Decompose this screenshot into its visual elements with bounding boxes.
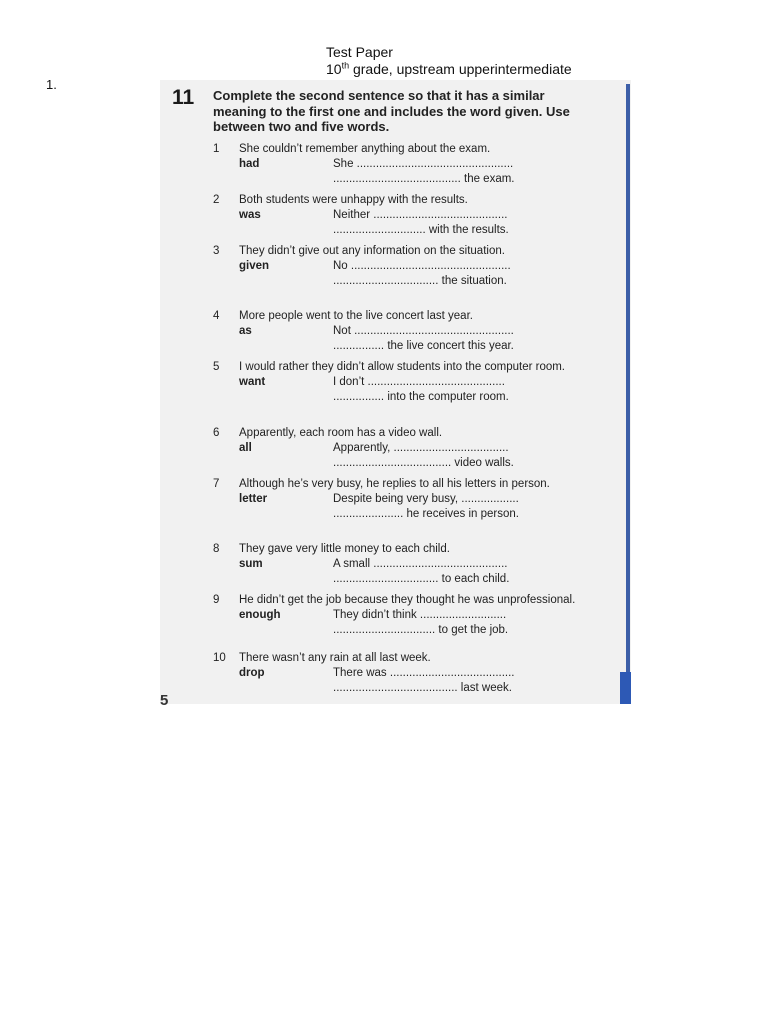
answer-end: ............................. with the results. — [333, 223, 509, 236]
answer-start: There was ....................................... — [333, 666, 515, 679]
blue-page-tab — [620, 672, 631, 704]
item-sentence: Apparently, each room has a video wall. — [239, 427, 443, 439]
exercise-item — [213, 426, 598, 471]
answer-end: ...................... he receives in person. — [333, 507, 519, 520]
item-sentence: More people went to the live concert last year. — [239, 310, 473, 322]
item-number: 7 — [213, 478, 220, 490]
exercise-item — [213, 651, 598, 696]
answer-end: ....................................... last week. — [333, 681, 512, 694]
item-number: 4 — [213, 310, 220, 322]
key-word: enough — [239, 608, 281, 621]
question-number: 1. — [46, 77, 57, 92]
answer-end: ................................ to get the job. — [333, 623, 509, 636]
item-sentence: Both students were unhappy with the results. — [239, 194, 468, 206]
item-sentence: They gave very little money to each child. — [239, 543, 450, 555]
item-sentence: I would rather they didn’t allow students into the computer room. — [239, 361, 566, 373]
exercise-item — [213, 593, 598, 638]
exercise-item — [213, 477, 598, 522]
answer-end: ................................. the situation. — [333, 274, 507, 287]
grade-rest: grade, upstream upperintermediate — [349, 61, 572, 77]
key-word: drop — [239, 666, 265, 679]
item-number: 1 — [213, 143, 220, 155]
item-number: 6 — [213, 427, 220, 439]
paper-grade — [326, 61, 572, 78]
exercise-item — [213, 193, 598, 238]
key-word: sum — [239, 557, 263, 570]
grade-number: 10 — [326, 61, 342, 77]
answer-end: ........................................ the exam. — [333, 172, 515, 185]
exercise-item — [213, 360, 598, 405]
paper-title: Test Paper — [326, 44, 393, 60]
grade-suffix: th — [341, 60, 350, 71]
answer-start: A small .......................................... — [333, 557, 508, 570]
exercise-item — [213, 542, 598, 587]
answer-start: I don’t ........................................... — [333, 375, 505, 388]
item-number: 10 — [213, 652, 226, 664]
answer-end: ................................. to each child. — [333, 572, 510, 585]
exercise-item — [213, 309, 598, 354]
answer-end: ..................................... video walls. — [333, 456, 514, 469]
exercise-instruction: Complete the second sentence so that it has a similar meaning to the first one and includes the word given. Use between two and five words. — [213, 88, 570, 134]
item-number: 8 — [213, 543, 220, 555]
answer-start: They didn’t think ........................... — [333, 608, 507, 621]
item-sentence: She couldn’t remember anything about the exam. — [239, 143, 491, 155]
key-word: had — [239, 157, 260, 170]
answer-start: Despite being very busy, .................. — [333, 492, 519, 505]
answer-end: ................ into the computer room. — [333, 390, 509, 403]
item-sentence: Although he’s very busy, he replies to all his letters in person. — [239, 478, 550, 490]
key-word: all — [239, 441, 252, 454]
answer-start: No .................................................. — [333, 259, 511, 272]
item-sentence: There wasn’t any rain at all last week. — [239, 652, 431, 664]
key-word: want — [239, 375, 266, 388]
key-word: as — [239, 324, 252, 337]
item-number: 2 — [213, 194, 220, 206]
key-word: letter — [239, 492, 268, 505]
exercise-item — [213, 142, 598, 187]
key-word: given — [239, 259, 270, 272]
answer-start: Apparently, .................................... — [333, 441, 509, 454]
blue-edge-bar — [626, 84, 630, 674]
key-word: was — [239, 208, 261, 221]
answer-start: Neither .......................................... — [333, 208, 508, 221]
answer-end: ................ the live concert this year. — [333, 339, 514, 352]
exercise-item — [213, 244, 598, 289]
item-number: 3 — [213, 245, 220, 257]
item-sentence: He didn’t get the job because they thought he was unprofessional. — [239, 594, 576, 606]
item-number: 9 — [213, 594, 220, 606]
answer-start: She ................................................. — [333, 157, 514, 170]
exercise-number: 11 — [172, 86, 195, 109]
item-number: 5 — [213, 361, 220, 373]
page-mark: 5 — [160, 692, 169, 709]
item-sentence: They didn’t give out any information on the situation. — [239, 245, 505, 257]
answer-start: Not .................................................. — [333, 324, 514, 337]
